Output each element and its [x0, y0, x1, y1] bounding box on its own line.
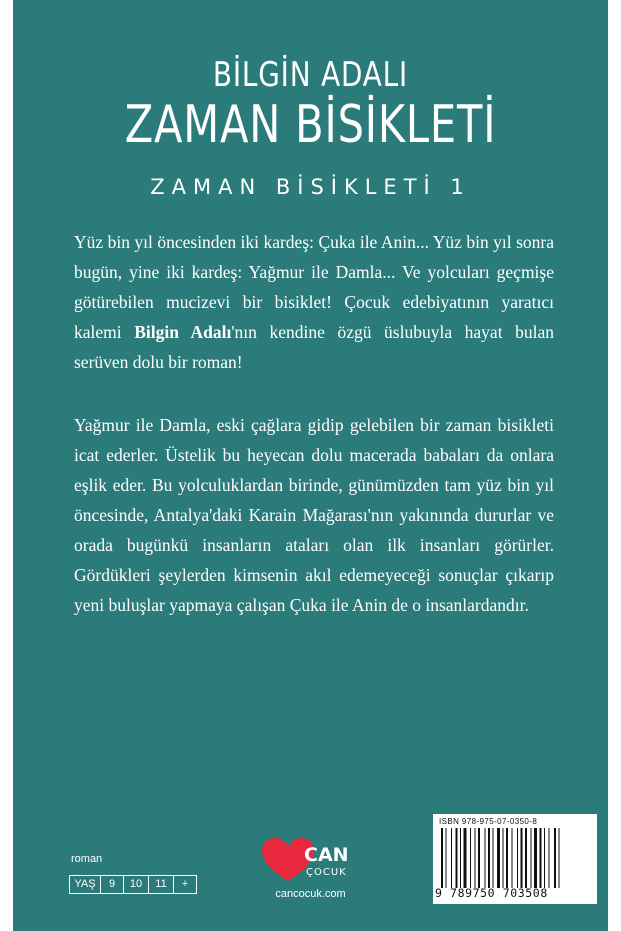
- author-bold: Bilgin Adalı: [134, 322, 232, 342]
- isbn-number: ISBN 978-975-07-0350-8: [439, 817, 538, 826]
- series-title: ZAMAN BİSİKLETİ 1: [150, 175, 471, 199]
- book-title: ZAMAN BİSİKLETİ: [124, 95, 497, 155]
- age-cell: 9: [100, 876, 123, 893]
- age-cell: +: [173, 876, 196, 893]
- can-cocuk-logo: [260, 837, 370, 883]
- age-label: YAŞ: [74, 878, 96, 890]
- svg-text:CAN: CAN: [304, 844, 349, 866]
- blurb-text: Yüz bin yıl öncesinden iki kardeş: Çuka ile Anin... Yüz bin yıl sonra bugün, yine iki kardeş: Yağmur ile Damla... Ve yolcuları geçmişe götürebilen mucizevi bir bisiklet! Çocuk edebiyatının yaratıcı kalemi: [74, 232, 554, 342]
- blurb-text: 'nın kendine özgü üslubuyla hayat bulan serüven dolu bir roman!: [74, 322, 555, 372]
- author-name: BİLGİN ADALI: [212, 55, 409, 95]
- back-cover: [13, 0, 608, 931]
- genre-label: roman: [71, 853, 103, 865]
- ean-number: 9 789750 703508: [435, 886, 548, 900]
- barcode-bars: [441, 828, 589, 888]
- svg-text:ÇOCUK: ÇOCUK: [306, 867, 347, 878]
- barcode: [433, 814, 597, 904]
- publisher-website: cancocuk.com: [275, 888, 346, 900]
- blurb-paragraph-2: Yağmur ile Damla, eski çağlara gidip gelebilen bir zaman bisikleti icat ederler. Üstelik bu heyecan dolu macerada babaları da onlara eşlik eder. Bu yolculuklardan birinde, günümüzden tam yüz bin yıl öncesinde, Antalya'daki Karain Mağarası'nın yakınında dururlar ve orada bugünkü insanların ataları olan ilk insanları görürler. Gördükleri şeylerden kimsenin akıl edemeyeceği sonuçlar çıkarıp yeni buluşlar yapmaya çalışan Çuka ile Anin de o insanlardandır.: [74, 415, 554, 615]
- age-cell: 11: [148, 876, 173, 893]
- age-cell: 10: [123, 876, 148, 893]
- blurb-paragraph-1: [74, 227, 554, 377]
